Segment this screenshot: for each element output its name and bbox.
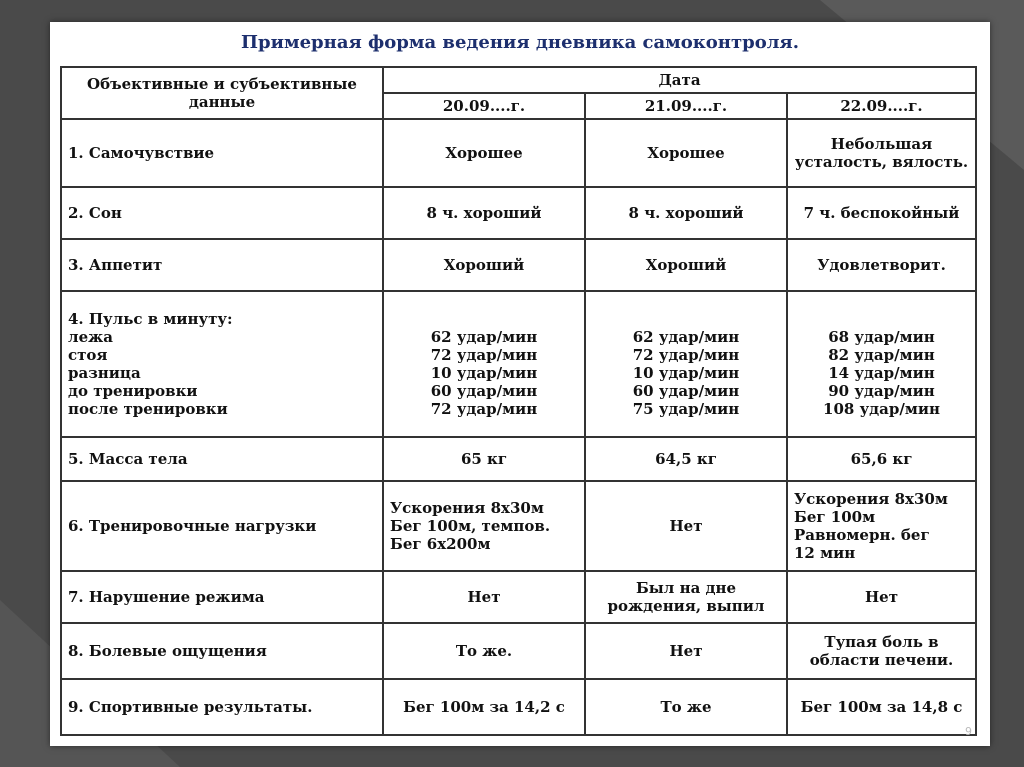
row-label: 3. Аппетит [61,239,383,291]
pulse-sub: стоя [68,346,108,364]
cell: 64,5 кг [585,437,787,481]
pulse-value: 14 удар/мин [828,364,935,382]
pulse-value: 75 удар/мин [632,400,740,418]
cell: Хорошее [383,119,585,187]
cell: Удовлетворит. [787,239,976,291]
table-row [61,481,976,571]
date-3: 22.09....г. [787,93,976,119]
pulse-value: 72 удар/мин [632,346,740,364]
pulse-sub: лежа [68,328,113,346]
table-row [61,239,976,291]
table-row [61,291,976,437]
pulse-sub: после тренировки [68,400,228,418]
row-label: 5. Масса тела [61,437,383,481]
cell [383,291,585,437]
cell: Нет [585,623,787,679]
cell [585,291,787,437]
cell: Бег 100м за 14,2 с [383,679,585,735]
cell: Был на дне рождения, выпил [585,571,787,623]
pulse-value: 10 удар/мин [430,364,538,382]
cell: Хороший [585,239,787,291]
cell: То же. [383,623,585,679]
training-line: 12 мин [794,544,856,562]
pulse-sub: разница [68,364,141,382]
pulse-value: 72 удар/мин [430,346,538,364]
pulse-sub: до тренировки [68,382,198,400]
pulse-value: 108 удар/мин [823,400,940,418]
cell: То же [585,679,787,735]
page-number: 9 [965,725,972,738]
training-line: Бег 100м [794,508,876,526]
training-line: Бег 6х200м [390,535,491,553]
cell: 8 ч. хороший [383,187,585,239]
pulse-label: 4. Пульс в минуту: [68,310,233,328]
pulse-value: 10 удар/мин [632,364,740,382]
header-row [61,67,976,93]
table-row [61,187,976,239]
slide-title: Примерная форма ведения дневника самоконтроля. [241,32,799,53]
slide [50,22,990,746]
table-row [61,679,976,735]
training-line: Бег 100м, темпов. [390,517,551,535]
training-line: Равномерн. бег [794,526,930,544]
pulse-value: 68 удар/мин [828,328,935,346]
training-line: Ускорения 8х30м [794,490,948,508]
pulse-value: 82 удар/мин [828,346,935,364]
row-label: 2. Сон [61,187,383,239]
pulse-value: 62 удар/мин [632,328,740,346]
header-date: Дата [383,67,976,93]
row-label: 7. Нарушение режима [61,571,383,623]
cell: Небольшая усталость, вялость. [787,119,976,187]
table-row [61,119,976,187]
row-label [61,291,383,437]
pulse-value: 72 удар/мин [430,400,538,418]
cell: Нет [383,571,585,623]
cell: 65 кг [383,437,585,481]
cell [787,291,976,437]
row-label: 6. Тренировочные нагрузки [61,481,383,571]
self-control-diary-table [60,66,977,736]
pulse-value: 60 удар/мин [632,382,740,400]
pulse-value: 62 удар/мин [430,328,538,346]
row-label: 1. Самочувствие [61,119,383,187]
cell: Хорошее [585,119,787,187]
cell: Тупая боль в области печени. [787,623,976,679]
cell: 7 ч. беспокойный [787,187,976,239]
header-indicators: Объективные и субъективные данные [61,67,383,119]
cell [787,481,976,571]
row-label: 9. Спортивные результаты. [61,679,383,735]
table-row [61,571,976,623]
cell: Хороший [383,239,585,291]
cell: Бег 100м за 14,8 с [787,679,976,735]
training-line: Ускорения 8х30м [390,499,544,517]
table-row [61,437,976,481]
date-1: 20.09....г. [383,93,585,119]
cell: Нет [787,571,976,623]
cell: 65,6 кг [787,437,976,481]
pulse-value: 90 удар/мин [828,382,935,400]
pulse-value: 60 удар/мин [430,382,538,400]
cell: 8 ч. хороший [585,187,787,239]
table-row [61,623,976,679]
date-2: 21.09....г. [585,93,787,119]
cell [383,481,585,571]
row-label: 8. Болевые ощущения [61,623,383,679]
cell: Нет [585,481,787,571]
